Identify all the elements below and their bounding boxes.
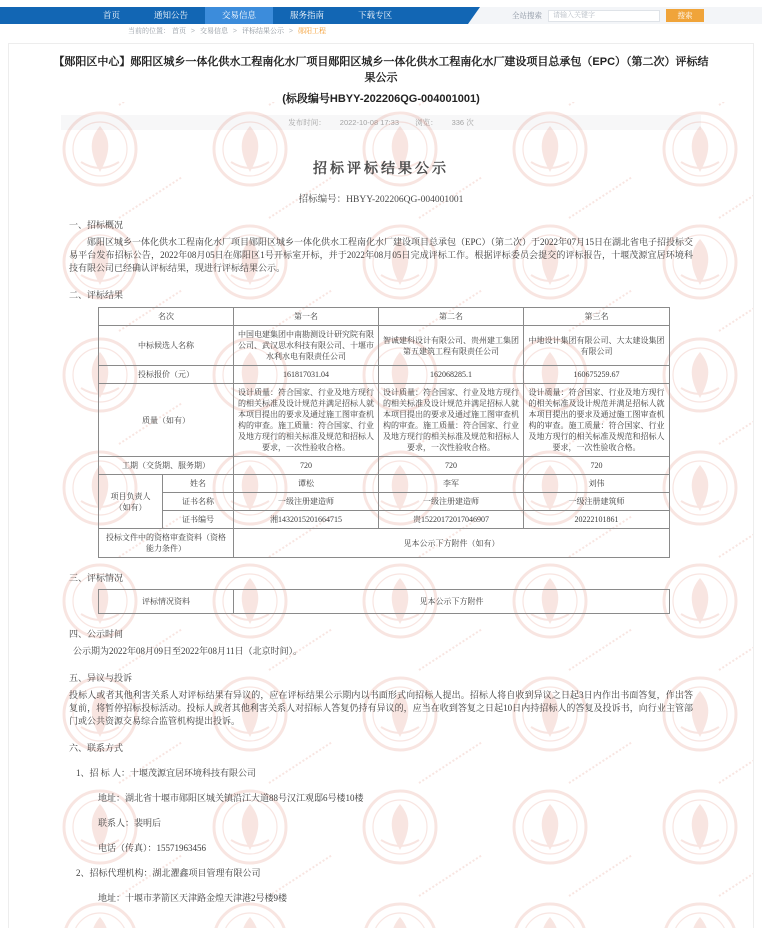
row-label: 投标文件中的资格审查资料（资格能力条件）: [99, 529, 234, 558]
evaluation-detail-table: [98, 589, 670, 614]
breadcrumb-item-home[interactable]: 首页: [171, 28, 186, 35]
bid-number: 招标编号：HBYY-202206QG-004001001: [298, 195, 464, 205]
search-label: 全站搜索: [512, 11, 542, 20]
views-count: 336 次: [451, 118, 474, 127]
row-label: 工期（交货期、服务期）: [99, 457, 234, 475]
qualification-value: 见本公示下方附件（如有）: [234, 529, 670, 558]
section-6-title: 六、联系方式: [69, 743, 124, 753]
contact-tenderer-address: 地址：湖北省十堰市郧阳区城关镇沿江大道88号汉江观邸6号楼10楼: [98, 793, 364, 803]
contact-phone: 电话（传真）：15571963456: [98, 843, 207, 853]
section-4-body: 公示期为2022年08月09日至2022年08月11日（北京时间）。: [73, 646, 303, 656]
price-1: 161817031.04: [234, 366, 379, 384]
cert-name-3: 一级注册建筑师: [524, 493, 670, 511]
quality-3: 设计质量：符合国家、行业及地方现行的相关标准及设计规范并满足招标人就本项目提出的要求及通过施工图审查机构的审查。施工质量：符合国家、行业及地方现行的相关标准及规范和招标人要求，一次性验收合格。: [524, 384, 670, 457]
search-button[interactable]: 搜索: [666, 9, 704, 22]
row-label: 姓名: [163, 475, 234, 493]
price-2: 162068285.1: [379, 366, 524, 384]
row-label: 评标情况资料: [99, 590, 234, 614]
row-label: 证书编号: [163, 511, 234, 529]
breadcrumb-separator: >: [288, 28, 293, 35]
cert-no-3: 20222101861: [524, 511, 670, 529]
section-4-title: 四、公示时间: [69, 629, 124, 639]
nav-item-home[interactable]: 首页: [103, 10, 121, 20]
publish-time: 2022-10-08 17:33: [339, 118, 399, 127]
quality-2: 设计质量：符合国家、行业及地方现行的相关标准及设计规范并满足招标人就本项目提出的要求及通过施工图审查机构的审查。施工质量：符合国家、行业及地方现行的相关标准及规范和招标人要求，一次性验收合格。: [379, 384, 524, 457]
manager-group-label: 项目负责人（如有）: [99, 475, 163, 529]
evaluation-results-table: [98, 307, 670, 558]
col-third: 第三名: [524, 308, 670, 326]
seal-stamp-icon: [211, 901, 289, 928]
page-title: 【郧阳区中心】郧阳区城乡一体化供水工程南化水厂项目郧阳区城乡一体化供水工程南化水厂建设项目总承包（EPC）（第二次）评标结果公示: [53, 56, 709, 84]
table-row-duration: [99, 457, 670, 475]
row-label: 证书名称: [163, 493, 234, 511]
page-subtitle-stage-number: (标段编号HBYY-202206QG-004001001): [282, 93, 480, 105]
eval-material-value: 见本公示下方附件: [234, 590, 670, 614]
seal-stamp-icon: [361, 901, 439, 928]
section-1-title: 一、招标概况: [69, 220, 124, 230]
contact-person: 联系人：裴明后: [98, 818, 162, 828]
contact-agency-address: 地址：十堰市茅箭区天津路金煌天津港2号楼9楼: [98, 893, 288, 903]
cert-name-1: 一级注册建造师: [234, 493, 379, 511]
table-row-quality: [99, 384, 670, 457]
cert-no-2: 贵15220172017046907: [379, 511, 524, 529]
breadcrumb-item-trade-info[interactable]: 交易信息: [199, 28, 228, 35]
row-label: 投标报价（元）: [99, 366, 234, 384]
nav-item-notices[interactable]: 通知公告: [154, 10, 189, 20]
table-row-manager-name: [99, 475, 670, 493]
table-row-qualification: [99, 529, 670, 558]
manager-2: 李军: [379, 475, 524, 493]
duration-3: 720: [524, 457, 670, 475]
manager-1: 谭松: [234, 475, 379, 493]
breadcrumb-separator: >: [190, 28, 195, 35]
table-row-cert-name: [99, 493, 670, 511]
table-row-candidates: [99, 326, 670, 366]
col-rank: 名次: [99, 308, 234, 326]
duration-2: 720: [379, 457, 524, 475]
breadcrumb-item-eval-results[interactable]: 评标结果公示: [241, 28, 284, 35]
price-3: 160675259.67: [524, 366, 670, 384]
nav-item-downloads[interactable]: 下载专区: [358, 10, 393, 20]
manager-3: 刘伟: [524, 475, 670, 493]
candidate-1: 中国电建集团中南勘测设计研究院有限公司、武汉思水科技有限公司、十堰市水利水电有限责任公司: [234, 326, 379, 366]
table-row-price: [99, 366, 670, 384]
cert-name-2: 一级注册建造师: [379, 493, 524, 511]
row-label: 质量（如有）: [99, 384, 234, 457]
article-card: [8, 43, 754, 928]
row-label: 中标候选人名称: [99, 326, 234, 366]
table-row-cert-no: [99, 511, 670, 529]
doc-heading: 招标评标结果公示: [313, 162, 449, 177]
section-2-title: 二、评标结果: [69, 290, 124, 300]
table-header-row: [99, 308, 670, 326]
breadcrumb-current: 郧阳工程: [297, 28, 326, 35]
seal-stamp-icon: [61, 901, 139, 928]
breadcrumb-separator: >: [232, 28, 237, 35]
main-nav: [86, 7, 409, 24]
candidate-2: 智诚建科设计有限公司、贵州建工集团第五建筑工程有限责任公司: [379, 326, 524, 366]
publish-time-label: 发布时间：: [288, 118, 326, 127]
nav-item-trade-info[interactable]: 交易信息: [205, 7, 273, 24]
seal-stamp-icon: [511, 901, 589, 928]
cert-no-1: 湘1432015201664715: [234, 511, 379, 529]
search-input[interactable]: [548, 10, 660, 22]
contact-agency: 2、招标代理机构：湖北灈鑫项目管理有限公司: [76, 868, 261, 878]
col-second: 第二名: [379, 308, 524, 326]
seal-stamp-icon: [661, 901, 739, 928]
quality-1: 设计质量：符合国家、行业及地方现行的相关标准及设计规范并满足招标人就本项目提出的要求及通过施工图审查机构的审查。施工质量：符合国家、行业及地方现行的相关标准及规范和招标人要求，一次性验收合格。: [234, 384, 379, 457]
top-navigation-bar: [0, 7, 762, 24]
section-5-body: 投标人或者其他利害关系人对评标结果有异议的，应在评标结果公示期内以书面形式向招标人提出。招标人将自收到异议之日起3日内作出书面答复，作出答复前，将暂停招标投标活动。投标人或者其他利害关系人对招标人答复仍持有异议的，应当在收到答复之日起10日内持招标人的答复及投诉书，向行业主管部门或公共资源交易综合监管机构提出投诉。: [69, 690, 693, 726]
breadcrumb-prefix: 当前的位置：: [128, 28, 170, 35]
meta-bar: [61, 115, 701, 130]
breadcrumb: [0, 24, 762, 39]
views-label: 浏览：: [415, 118, 438, 127]
site-search: [512, 9, 704, 22]
section-1-body: 郧阳区城乡一体化供水工程南化水厂项目郧阳区城乡一体化供水工程南化水厂建设项目总承包（EPC）（第二次）于2022年07月15日在湖北省电子招投标交易平台发布招标公告，2022年08月05日在郧阳区1号开标室开标，并于2022年08月05日完成评标工作。根据评标委员会提交的评标报告，十堰茂源宜居环境科技有限公司已经确认评标结果，现进行评标结果公示。: [69, 237, 694, 273]
section-5-title: 五、异议与投诉: [69, 673, 133, 683]
contact-tenderer: 1、招 标 人：十堰茂源宜居环境科技有限公司: [76, 768, 257, 778]
table-row-eval-material: [99, 590, 670, 614]
col-first: 第一名: [234, 308, 379, 326]
document-body: [9, 158, 753, 904]
section-3-title: 三、评标情况: [69, 573, 124, 583]
nav-item-service-guide[interactable]: 服务指南: [290, 10, 325, 20]
candidate-3: 中地设计集团有限公司、大太建设集团有限公司: [524, 326, 670, 366]
duration-1: 720: [234, 457, 379, 475]
